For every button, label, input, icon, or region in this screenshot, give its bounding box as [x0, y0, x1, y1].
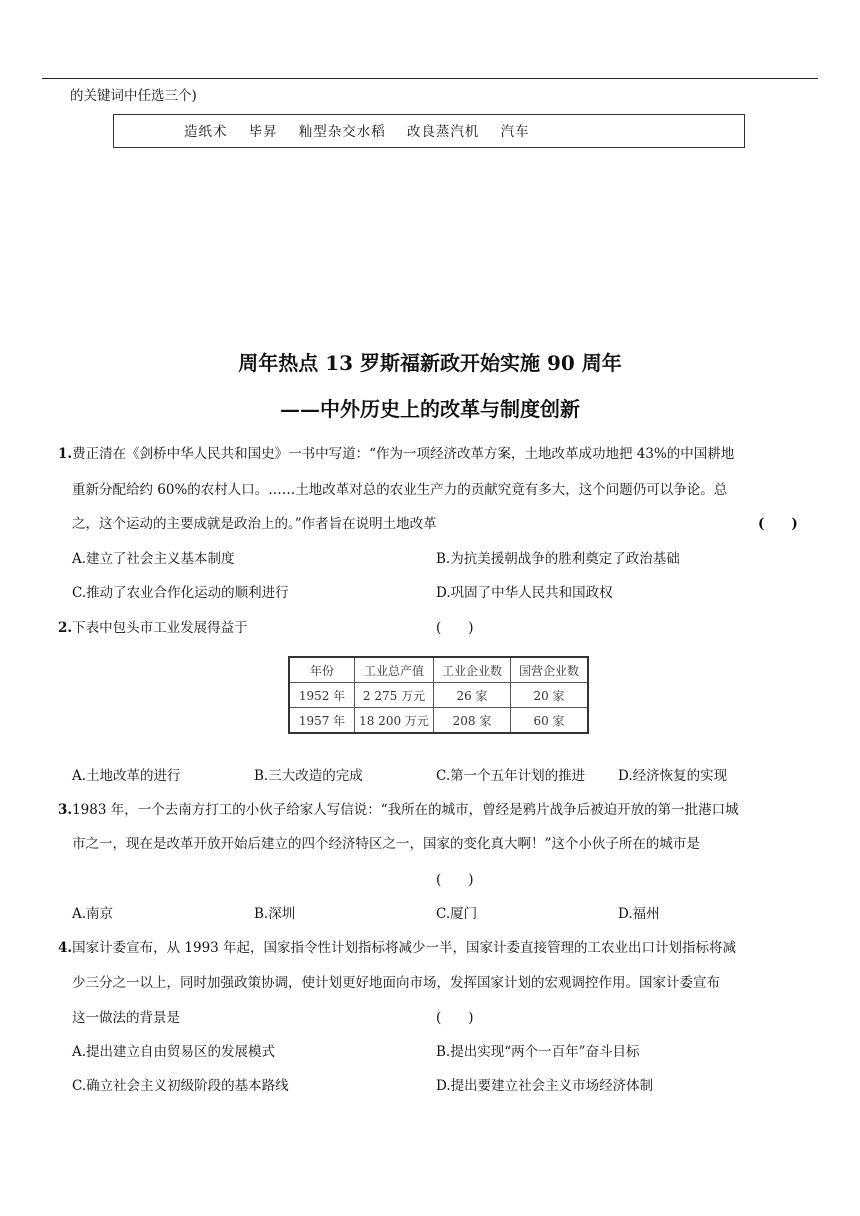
option-a: A.建立了社会主义基本制度 [72, 551, 235, 567]
keyword: 造纸术 [184, 124, 228, 140]
option-d: D.福州 [618, 906, 660, 922]
table-header: 工业总产值 [355, 657, 434, 683]
table-header-row [289, 657, 588, 683]
option-d: D.巩固了中华人民共和国政权 [436, 585, 613, 601]
option-c: C.第一个五年计划的推进 [436, 768, 586, 784]
table-header: 工业企业数 [434, 657, 511, 683]
option-c: C.厦门 [436, 906, 478, 922]
question-4-line-3: 这一做法的背景是 [72, 1010, 180, 1026]
option-c: C.确立社会主义初级阶段的基本路线 [72, 1078, 289, 1094]
table-header: 国营企业数 [511, 657, 589, 683]
table-row [289, 683, 588, 708]
question-text: 下表中包头市工业发展得益于 [72, 620, 248, 636]
option-d: D.提出要建立社会主义市场经济体制 [436, 1078, 654, 1094]
option-b: B.为抗美援朝战争的胜利奠定了政治基础 [436, 551, 680, 567]
header-rule [42, 78, 818, 79]
question-1-line-2: 重新分配给约 60%的农村人口。……土地改革对总的农业生产力的贡献究竟有多大，这个问题仍可以争论。总 [72, 482, 728, 498]
question-text: 费正清在《剑桥中华人民共和国史》一书中写道：“作为一项经济改革方案，土地改革成功地把 43%的中国耕地 [72, 446, 735, 462]
table-cell: 208 家 [434, 708, 511, 734]
answer-paren: ( ) [436, 620, 474, 636]
option-b: B.三大改造的完成 [254, 768, 363, 784]
keyword: 籼型杂交水稻 [298, 124, 386, 140]
question-number: 4. [58, 940, 73, 956]
table-cell: 20 家 [511, 683, 589, 708]
question-text: 国家计委宣布，从 1993 年起，国家指令性计划指标将减少一半，国家计委直接管理的工农业出口计划指标将减 [72, 940, 737, 956]
question-4-line-1 [58, 938, 736, 958]
table-cell: 2 275 万元 [355, 683, 434, 708]
table-row [289, 708, 588, 734]
answer-paren: ( ) [758, 516, 798, 532]
answer-paren: ( ) [436, 1010, 474, 1026]
question-number: 3. [58, 802, 73, 818]
table-cell: 18 200 万元 [355, 708, 434, 734]
question-1-line-3: 之，这个运动的主要成就是政治上的。”作者旨在说明土地改革 [72, 516, 437, 532]
question-2-line-1 [58, 618, 248, 638]
option-b: B.提出实现“两个一百年”奋斗目标 [436, 1044, 640, 1060]
question-1-line-1 [58, 444, 734, 464]
table-cell: 60 家 [511, 708, 589, 734]
table-cell: 1952 年 [289, 683, 355, 708]
answer-paren: ( ) [436, 872, 474, 888]
option-b: B.深圳 [254, 906, 296, 922]
question-3-line-2: 市之一，现在是改革开放开始后建立的四个经济特区之一，国家的变化真大啊！”这个小伙子所在的城市是 [72, 836, 700, 852]
question-text: 1983 年，一个去南方打工的小伙子给家人写信说：“我所在的城市，曾经是鸦片战争后被迫开放的第一批港口城 [72, 802, 739, 818]
question-number: 2. [58, 620, 73, 636]
option-a: A.南京 [72, 906, 114, 922]
option-d: D.经济恢复的实现 [618, 768, 728, 784]
option-a: A.土地改革的进行 [72, 768, 181, 784]
table-cell: 26 家 [434, 683, 511, 708]
option-a: A.提出建立自由贸易区的发展模式 [72, 1044, 276, 1060]
option-c: C.推动了农业合作化运动的顺利进行 [72, 585, 289, 601]
question-3-line-1 [58, 800, 739, 820]
header-fragment: 的关键词中任选三个) [70, 88, 197, 104]
keyword-list [184, 122, 542, 142]
keyword: 汽车 [500, 124, 530, 140]
question-4-line-2: 少三分之一以上，同时加强政策协调，使计划更好地面向市场，发挥国家计划的宏观调控作用。国家计委宣布 [72, 975, 720, 991]
keyword: 改良蒸汽机 [406, 124, 480, 140]
table-header: 年份 [289, 657, 355, 683]
question-number: 1. [58, 446, 73, 462]
table-cell: 1957 年 [289, 708, 355, 734]
section-title: 周年热点 13 罗斯福新政开始实施 90 周年 [238, 351, 622, 375]
industry-table [288, 656, 589, 734]
keyword: 毕昇 [248, 124, 278, 140]
section-subtitle: ——中外历史上的改革与制度创新 [280, 397, 580, 421]
